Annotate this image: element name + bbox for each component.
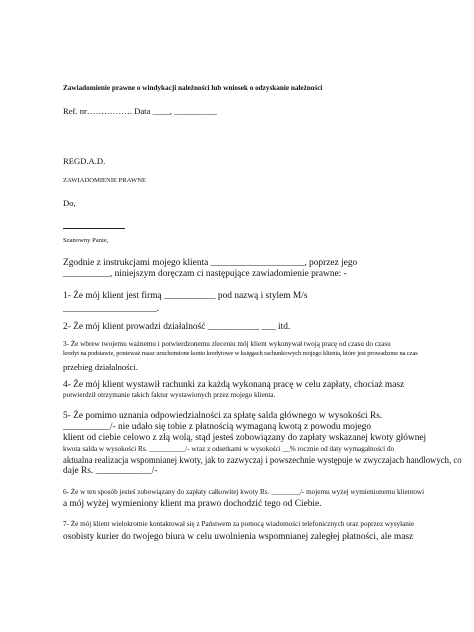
point-2: 2- Że mój klient prowadzi działalność ___________ ___ itd. bbox=[63, 322, 291, 332]
point-4-line-2: potwierdził otrzymanie takich faktur wystawionych przez mojego klienta. bbox=[63, 391, 276, 399]
point-1-line-2: ____________________. bbox=[63, 304, 160, 314]
addressee-blank-line bbox=[63, 228, 125, 229]
point-5-line-6: daje Rs. ____________/- bbox=[63, 466, 158, 476]
point-5-line-4: kwota salda w wysokości Rs. __________/- wraz z odsetkami w wysokości __% rocznie od daty wymagalności do bbox=[63, 445, 395, 453]
document-title: Zawiadomienie prawne o windykacji należności lub wniosek o odzyskanie należności bbox=[63, 84, 323, 92]
point-3-line-2: kredyt na podstawie, ponieważ masz uruchomione konto kredytowe w księgach rachunkowych mojego klienta, które jest prowadzone na czas bbox=[63, 350, 418, 357]
point-4-line-1: 4- Że mój klient wystawił rachunki za każdą wykonaną pracę w celu zapłaty, chociaż masz bbox=[63, 380, 405, 390]
point-5-line-5: aktualna realizacja wspomnianej kwoty, jak to zazwyczaj i powszechnie występuje w zwyczajach handlowych, co bbox=[63, 456, 462, 466]
point-7-line-2: osobisty kurier do twojego biura w celu uwolnienia wspomnianej zaległej płatności, ale masz bbox=[63, 532, 414, 542]
reference-line: Ref. nr……………. Data ____, __________ bbox=[63, 106, 217, 116]
salutation: Szanowny Panie, bbox=[63, 237, 109, 244]
intro-line-1: Zgodnie z instrukcjami mojego klienta ____________________, poprzez jego bbox=[63, 258, 358, 268]
point-3-line-3: przebieg działalności. bbox=[63, 362, 138, 372]
registered-ad-label: REGD.A.D. bbox=[63, 156, 106, 166]
notice-label: ZAWIADOMIENIE PRAWNE bbox=[63, 177, 146, 184]
intro-line-2: __________, niniejszym doręczam ci następujące zawiadomienie prawne: - bbox=[63, 269, 347, 279]
point-6-line-1: 6- Że w ten sposób jesteś zobowiązany do zapłaty całkowitej kwoty Rs. ________/- mojemu wyżej wymienionemu klientowi bbox=[63, 488, 425, 496]
point-6-line-2: a mój wyżej wymieniony klient ma prawo dochodzić tego od Ciebie. bbox=[63, 499, 322, 509]
point-5-line-2: __________/- nie udało się tobie z płatnością wymaganą kwotą z powodu mojego bbox=[63, 422, 372, 432]
point-7-line-1: 7- Że mój klient wielokrotnie kontaktował się z Państwem za pomocą wiadomości telefonicznych oraz poprzez wysyłanie bbox=[63, 520, 415, 528]
point-5-line-1: 5- Że pomimo uznania odpowiedzialności za spłatę salda głównego w wysokości Rs. bbox=[63, 411, 383, 421]
point-1-line-1: 1- Że mój klient jest firmą ___________ pod nazwą i stylem M/s bbox=[63, 291, 308, 301]
point-3-line-1: 3- Że wbrew twojemu ważnemu i potwierdzonemu zleceniu mój klient wykonywał twoją pracę od czasu do czasu bbox=[63, 340, 391, 348]
point-5-line-3: klient od ciebie celowo z złą wolą, stąd jesteś zobowiązany do zapłaty wskazanej kwoty głównej bbox=[63, 433, 427, 443]
addressee-label: Do, bbox=[63, 198, 76, 208]
